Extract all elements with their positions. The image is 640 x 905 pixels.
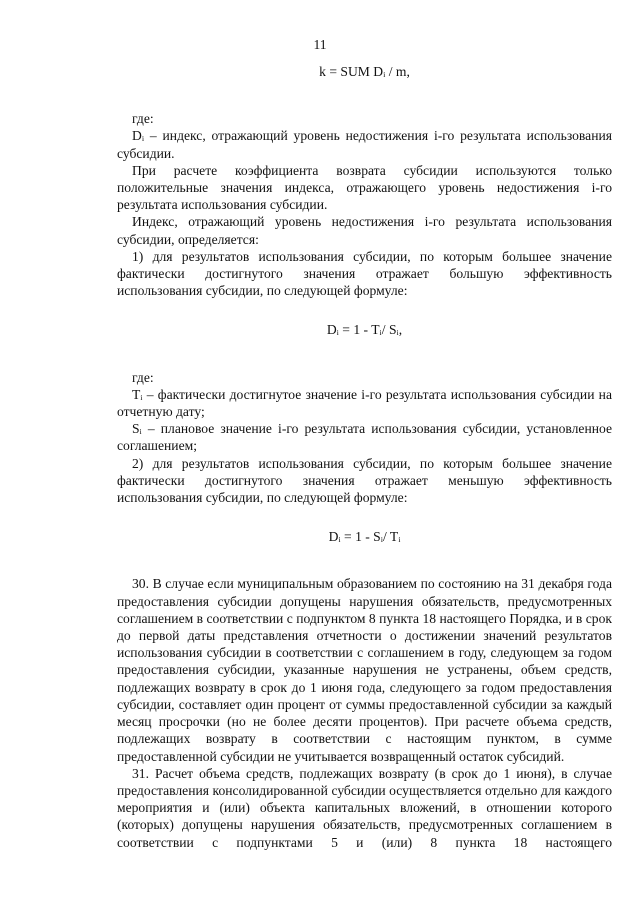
page-number: 11 xyxy=(313,37,327,52)
paragraph-ti-definition: Tᵢ – фактически достигнутое значение i-го результата использования субсидии на отчетную дату; xyxy=(117,386,612,420)
paragraph-31: 31. Расчет объема средств, подлежащих возврату (в срок до 1 июня), в случае предоставления консолидированной субсидии осуществляется отдельно для каждого мероприятия и (или) объекта капитальных вложений, в отношении которого (которых) допущены нарушения обязательств, предусмотренных соглашением в соответствии с подпунктами 5 и (или) 8 пункта 18 настоящего xyxy=(117,765,612,850)
paragraph-where-2: где: xyxy=(132,369,154,385)
paragraph-where-1: где: xyxy=(132,111,154,127)
paragraph-case-1: 1) для результатов использования субсидии, по которым большее значение фактически достигнутого значения отражает большую эффективность использования субсидии, по следующей формуле: xyxy=(117,248,612,299)
paragraph-index-determined: Индекс, отражающий уровень недостижения i-го результата использования субсидии, определяется: xyxy=(117,214,612,247)
paragraph-case-2: 2) для результатов использования субсидии, по которым большее значение фактически достигнутого значения отражает меньшую эффективность использования субсидии, по следующей формуле: xyxy=(117,455,612,506)
paragraph-di-definition: Dᵢ – индекс, отражающий уровень недостижения i-го результата использования субсидии. xyxy=(117,128,612,161)
formula-k: k = SUM Dᵢ / m, xyxy=(319,64,410,79)
document-body xyxy=(117,63,612,851)
paragraph-positive-values: При расчете коэффициента возврата субсидии используются только положительные значения индекса, отражающего уровень недостижения i-го результата использования субсидии. xyxy=(117,162,612,213)
paragraph-si-definition: Sᵢ – плановое значение i-го результата использования субсидии, установленное соглашением; xyxy=(117,421,612,454)
paragraph-30: 30. В случае если муниципальным образованием по состоянию на 31 декабря года предоставления субсидии допущены нарушения обязательств, предусмотренных соглашением в соответствии с подпунктом 8 пункта 18 настоящего Порядка, и в срок до первой даты представления отчетности о достижении значений результатов использования субсидии в соответствии с соглашением в году, следующем за годом предоставления субсидии, указанные нарушения не устранены, объем средств, подлежащих возврату в срок до 1 июня года, следующего за годом предоставления субсидии, составляет один процент от суммы предоставленной субсидии за каждый месяц просрочки (но не более десяти процентов). При расчете объема средств, подлежащих возврату в соответствии с настоящим пунктом, в сумме предоставленной субсидии не учитывается возвращенный остаток субсидий. xyxy=(117,576,612,764)
formula-di-1: Dᵢ = 1 - Tᵢ/ Sᵢ, xyxy=(326,322,403,338)
formula-di-2: Dᵢ = 1 - Sᵢ/ Tᵢ xyxy=(328,529,401,545)
